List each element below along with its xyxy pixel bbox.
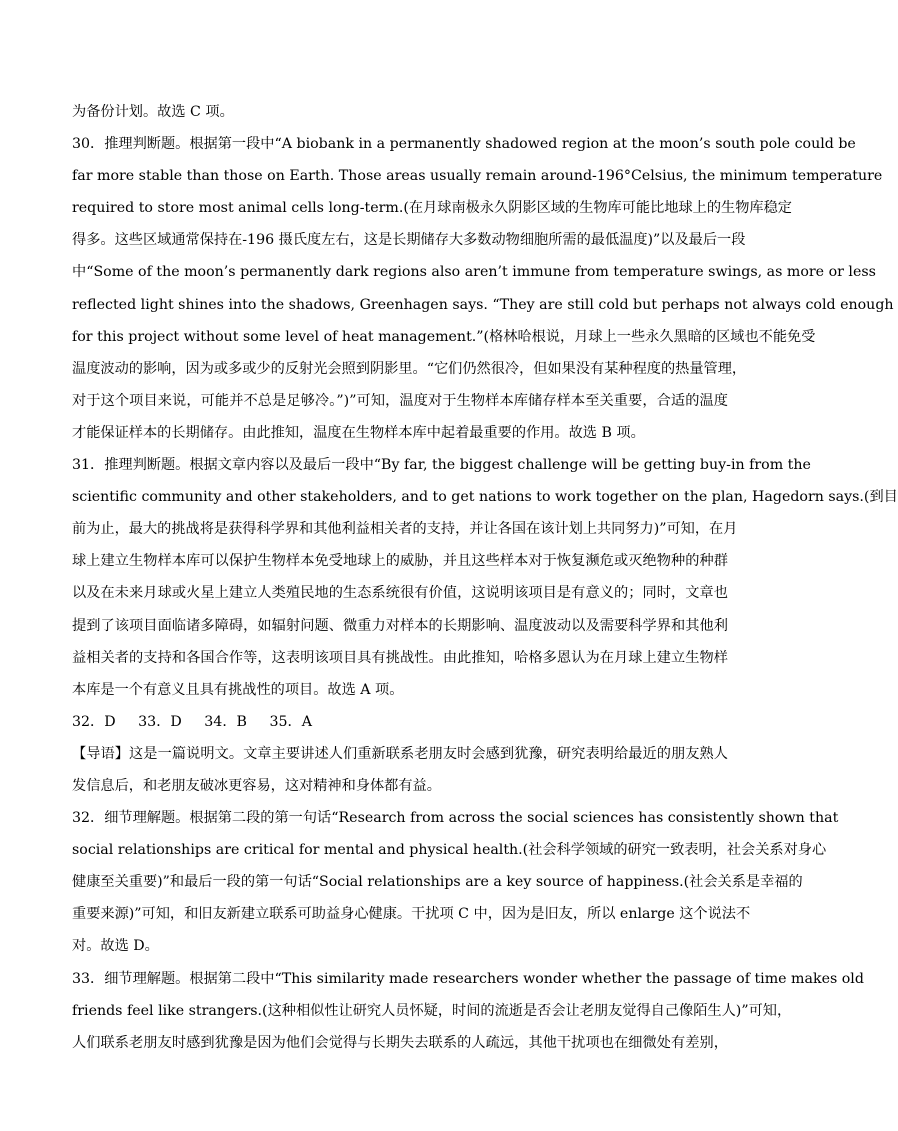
text-line: friends feel like strangers.(这种相似性让研究人员怀疑，时间的流逝是否会让老朋友觉得自己像陌生人)”可知， [72,1002,792,1019]
text-line: 人们联系老朋友时感到犹豫是因为他们会觉得与长期失去联系的人疏远，其他干扰项也在细微处有差别， [72,1034,728,1051]
paragraph-q31 [72,449,898,706]
text-line: 发信息后，和老朋友破冰更容易，这对精神和身体都有益。 [72,777,441,794]
paragraph-q30 [72,128,894,449]
paragraph-q32 [72,802,839,962]
text-line: far more stable than those on Earth. Those areas usually remain around-196°Celsius, the minimum temperature [72,168,883,185]
text-line: required to store most animal cells long-term.(在月球南极永久阴影区域的生物库可能比地球上的生物库稳定 [72,200,792,217]
text-line: 30．推理判断题。根据第一段中“A biobank in a permanently shadowed region at the moon’s south pole could be [72,136,856,153]
text-line: 重要来源)”可知，和旧友新建立联系可助益身心健康。干扰项 C 中，因为是旧友，所以 enlarge 这个说法不 [72,906,751,923]
text-line: 为备份计划。故选 C 项。 [72,104,234,120]
text-line: for this project without some level of heat management.”(格林哈根说，月球上一些永久黑暗的区域也不能免受 [72,328,816,345]
text-line: 以及在未来月球或火星上建立人类殖民地的生态系统很有价值，这说明该项目是有意义的；同时，文章也 [72,585,728,602]
text-line: 前为止，最大的挑战将是获得科学界和其他利益相关者的支持，并让各国在该计划上共同努力)”可知，在月 [72,521,738,538]
text-line: reflected light shines into the shadows, Greenhagen says. “They are still cold but perhaps not always cold enough [72,296,894,313]
paragraph-q33 [72,963,864,1059]
text-line: 33．细节理解题。根据第二段中“This similarity made researchers wonder whether the passage of time makes old [72,970,864,987]
text-line: 才能保证样本的长期储存。由此推知，温度在生物样本库中起着最重要的作用。故选 B 项。 [72,424,645,441]
text-line: 32．细节理解题。根据第二段的第一句话“Research from across the social sciences has consistently shown that [72,810,839,827]
text-line: 温度波动的影响，因为或多或少的反射光会照到阴影里。“它们仍然很冷，但如果没有某种程度的热量管理， [72,360,747,377]
paragraph-q29-end [72,96,728,128]
text-line: 【导语】这是一篇说明文。文章主要讲述人们重新联系老朋友时会感到犹豫，研究表明给最近的朋友熟人 [72,745,728,762]
paragraph-intro [72,738,728,802]
answer-32: 32．D [72,713,116,730]
text-line: 健康至关重要)”和最后一段的第一句话“Social relationships are a key source of happiness.(社会关系是幸福的 [72,874,803,891]
text-line: 球上建立生物样本库可以保护生物样本免受地球上的威胁，并且这些样本对于恢复濒危或灭绝物种的种群 [72,553,728,570]
text-line: 对。故选 D。 [72,938,159,955]
answer-key [72,706,728,738]
text-line: 中“Some of the moon’s permanently dark regions also aren’t immune from temperature swings, as more or less [72,264,876,281]
text-line: 提到了该项目面临诸多障碍，如辐射问题、微重力对样本的长期影响、温度波动以及需要科学界和其他利 [72,617,728,634]
answer-35: 35．A [269,713,312,730]
answer-34: 34．B [204,713,247,730]
text-line: scientific community and other stakeholders, and to get nations to work together on the plan, Hagedorn says.(到目 [72,489,898,506]
text-line: social relationships are critical for mental and physical health.(社会科学领域的研究一致表明，社会关系对身心 [72,842,827,859]
text-line: 益相关者的支持和各国合作等，这表明该项目具有挑战性。由此推知，哈格多恩认为在月球上建立生物样 [72,649,728,666]
document-body [72,96,898,1059]
text-line: 31．推理判断题。根据文章内容以及最后一段中“By far, the biggest challenge will be getting buy-in from the [72,457,811,474]
answer-33: 33．D [138,713,182,730]
text-line: 本库是一个有意义且具有挑战性的项目。故选 A 项。 [72,681,404,698]
text-line: 得多。这些区域通常保持在-196 摄氏度左右，这是长期储存大多数动物细胞所需的最低温度)”以及最后一段 [72,232,746,249]
text-line: 对于这个项目来说，可能并不总是足够冷。”)”可知，温度对于生物样本库储存样本至关重要，合适的温度 [72,392,728,409]
